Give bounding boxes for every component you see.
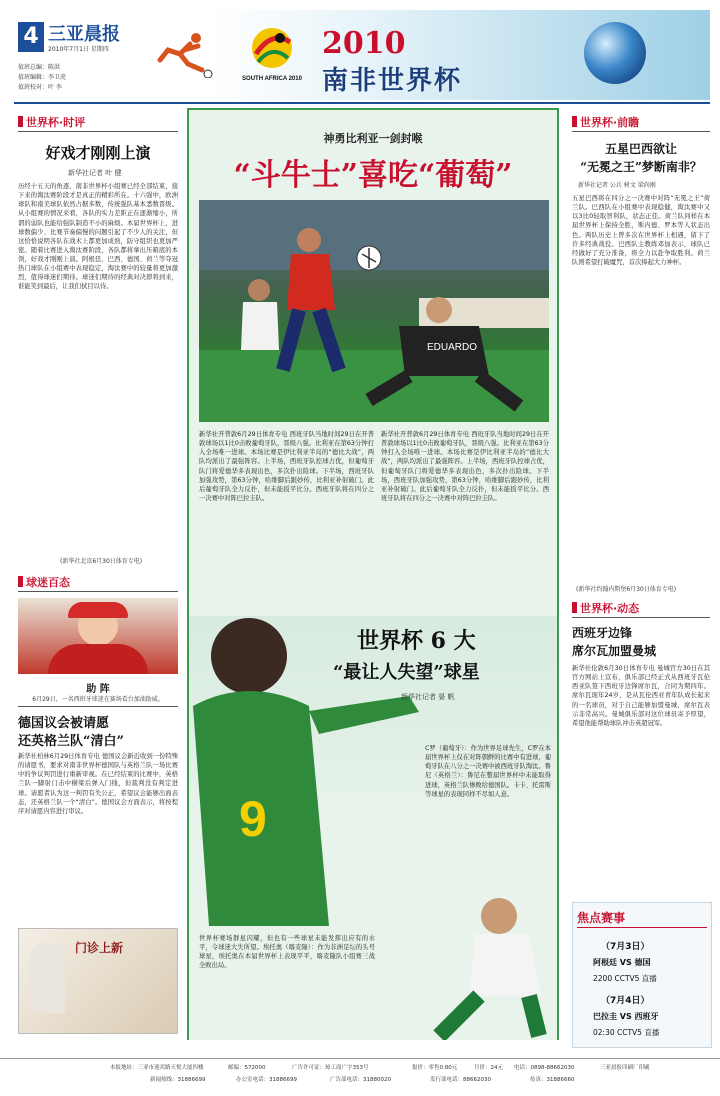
- divider: [577, 927, 707, 928]
- globe-icon: [584, 22, 646, 84]
- keeper-name: EDUARDO: [427, 342, 478, 353]
- article-body: 新华社伦敦6月30日体育专电 曼城官方30日在其官方网站上宣布，俱乐部已经正式从西班牙瓦伦西亚队签下西班牙边锋席尔瓦，合同为期四年。席尔瓦现年24岁，是从瓦伦西亚青年队成长起来的一名球员，对于自己能够加盟曼城，席尔瓦表示非常高兴。曼城俱乐部对这位球员寄予厚望，希望他能帮助球队冲击英超冠军。: [572, 665, 710, 727]
- footer-ad-license: 广告许可证：琼工商广字353号: [292, 1065, 369, 1071]
- article-body: 新华社柏林6月29日体育专电 德国议会新近收到一份特殊的请愿书，要求对南非世界杯德国队与英格兰队一场比赛中的争议判罚进行重新审视。在已经结束的比赛中，英格兰队一脚射门击中横梁后弹入门线，但裁判没有判定进球。请愿者认为这一判罚有失公正，希望议会能够出面表态，还英格兰队一个“清白”。德国议会方面表示，将按程序对请愿内容进行审议。: [18, 753, 178, 815]
- article-headline: 德国议会被请愿: [18, 716, 110, 731]
- match-teams: 阿根廷 VS 德国: [593, 958, 651, 967]
- article-source: (新华社北京6月30日体育专电): [60, 558, 143, 565]
- advertisement: [18, 928, 178, 1034]
- photo-title: 助 阵: [86, 684, 110, 695]
- article-headline: 西班牙边锋: [572, 626, 633, 640]
- fan-hat: [68, 602, 128, 618]
- page-footer: [0, 1058, 720, 1096]
- feature2-subheadline: “最让人失望”球星: [333, 662, 480, 683]
- article-subheadline: 还英格兰队“清白”: [18, 734, 124, 749]
- feature2-headline: 世界杯 6 大: [357, 628, 476, 654]
- section-heading: 球迷百态: [18, 574, 70, 590]
- footer-office: 办公室电话：31886699: [236, 1077, 297, 1083]
- masthead: [0, 0, 720, 100]
- footer-price: 报价：零售0.80元: [412, 1065, 458, 1071]
- feature-body: 新华社开普敦6月29日体育专电 西班牙队当地时间29日在开普敦球场以1比0击败葡萄牙队，晋级八强。比利亚在第63分钟打入全场唯一进球。本场比赛是伊比利亚半岛的“德比大战”，两队均派出了最强阵容。上半场，西班牙队控球占优，但葡萄牙队门将爱德华多表现出色，多次扑出险球。下半场，西班牙队加强攻势，第63分钟，哈维脚后跟妙传，比利亚补射破门。此后葡萄牙队全力反扑，但未能扳平比分。西班牙队将在四分之一决赛中对阵巴拉圭队。: [381, 431, 549, 502]
- fan-shirt: [48, 644, 148, 674]
- feature2-byline: 新华社记者 晏 帆: [401, 693, 455, 701]
- center-feature: [187, 108, 559, 1040]
- editor-line: 值班编辑：李卫虎: [18, 74, 67, 81]
- footer-ad-dept: 广告部电话：31880020: [330, 1077, 391, 1083]
- footer-address: 本报地址：三亚市迎宾路天悦大厦四楼: [110, 1065, 204, 1071]
- divider: [18, 706, 178, 707]
- divider: [572, 617, 710, 618]
- footer-phone: 电话：0898-88662030: [514, 1065, 575, 1071]
- feature-kicker: 神勇比利亚一剑封喉: [323, 132, 423, 145]
- editor-line: 值班总编：陈洪: [18, 64, 61, 71]
- editor-line: 值班校对：叶 李: [18, 84, 62, 91]
- svg-text:9: 9: [239, 791, 267, 847]
- paper-date: 2010年7月1日 星期四: [48, 46, 109, 53]
- article-subheadline: “无冕之王”梦断南非？: [580, 160, 702, 174]
- match-photo: [199, 200, 549, 422]
- article-subheadline: 席尔瓦加盟曼城: [572, 644, 657, 658]
- section-heading: 世界杯·动态: [572, 600, 639, 616]
- fan-photo: [18, 598, 178, 674]
- header-title: 南非世界杯: [322, 66, 463, 96]
- logo-text: SOUTH AFRICA 2010: [242, 76, 302, 82]
- ad-text: 门诊上新: [75, 941, 124, 955]
- match-box-title: 焦点赛事: [577, 911, 626, 925]
- article-body: 五星巴西将在四分之一决赛中对阵“无冕之王”荷兰队。巴西队在小组赛中表现稳健，淘汰赛中又以3比0轻取智利队，状态正佳。荷兰队同样在本届世界杯上保持全胜，斯内德、罗本等人状态出色。两队历史上曾多次在世界杯上相遇，留下了许多经典战役。巴西队主教练邓加表示，球队已经做好了充分准备，将全力以赴争取胜利。荷兰队则希望打破魔咒，首次捧起大力神杯。: [572, 195, 710, 266]
- article-byline: 新华社记者 公兵 树文 梁尚刚: [578, 182, 656, 189]
- header-divider: [14, 102, 710, 104]
- footer-circulation: 发行部电话：88662030: [430, 1077, 491, 1083]
- match-date: （7月4日）: [601, 996, 650, 1006]
- match-date: （7月3日）: [601, 942, 650, 952]
- match-teams: 巴拉圭 VS 西班牙: [593, 1012, 659, 1021]
- feature-headline: “斗牛士”喜吃“葡萄”: [233, 158, 513, 193]
- feature2-body: 世界杯赛场群星闪耀，但也有一些球星未能发挥出应有的水平，令球迷大失所望。埃托奥（喀麦隆）：作为非洲足坛的头号球星，埃托奥在本届世界杯上表现平平，喀麦隆队小组赛三战全败出局。: [199, 935, 375, 970]
- footer-printer: 三亚晨报印刷厂印刷: [600, 1065, 650, 1071]
- divider: [572, 131, 710, 132]
- match-time: 02:30 CCTV5 直播: [593, 1028, 660, 1037]
- footer-postcode: 邮编：572000: [228, 1065, 266, 1071]
- focus-matches-box: [572, 902, 712, 1048]
- article-byline: 新华社记者 叶 健: [68, 169, 122, 177]
- article-source: (新华社约翰内斯堡6月30日体育专电): [576, 586, 677, 593]
- paper-name: 三亚晨报: [48, 24, 120, 45]
- feature2-body: C罗（葡萄牙）：作为世界足球先生，C罗在本届世界杯上仅在对阵朝鲜的比赛中有进球，葡萄牙队在八分之一决赛中被西班牙队淘汰。鲁尼（英格兰）：鲁尼在整届世界杯中未能取得进球，英格兰队惨败给德国队。卡卡、托雷斯等球星的表现同样不尽如人意。: [425, 745, 551, 798]
- photo-caption: 6月29日，一名西班牙球迷在赛场看台加油助威。: [32, 696, 164, 703]
- article-headline: 五星巴西欲让: [604, 142, 677, 156]
- feature-body: 新华社开普敦6月29日体育专电 西班牙队当地时间29日在开普敦球场以1比0击败葡萄牙队，晋级八强。比利亚在第63分钟打入全场唯一进球。本场比赛是伊比利亚半岛的“德比大战”，两队均派出了最强阵容。上半场，西班牙队控球占优，但葡萄牙队门将爱德华多表现出色，多次扑出险球。下半场，西班牙队加强攻势，第63分钟，哈维脚后跟妙传，比利亚补射破门。此后葡萄牙队全力反扑，但未能扳平比分。西班牙队将在四分之一决赛中对阵巴拉圭队。: [199, 431, 374, 502]
- article-headline: 好戏才刚刚上演: [45, 144, 151, 162]
- header-year: 2010: [322, 26, 406, 61]
- footer-hotline: 新闻热线：31886699: [150, 1077, 206, 1083]
- divider: [18, 591, 178, 592]
- world-cup-logo: [242, 24, 302, 94]
- kicking-player-icon: [150, 30, 214, 78]
- page-number: 4: [18, 22, 44, 52]
- footer-fax: 传真：31886660: [530, 1077, 575, 1083]
- ad-figure: [29, 943, 65, 1013]
- article-body: 历经十五天的角逐，南非世界杯小组赛已经全部结束，接下来的淘汰赛阶段才是真正的精彩所在。十六强中，欧洲球队和南美球队依然占据多数，传统强队基本悉数晋级。从小组赛的情况来看，各队的实力差距正在逐渐缩小，所谓的弱队也能给强队制造不小的麻烦。本届世界杯上，进球数偏少、比赛节奏偏慢的问题引起了不少人的关注，但这恰恰说明各队在战术上都更加成熟，防守组织也更加严密。随着比赛进入淘汰赛阶段，各队都将拿出压箱底的本领，好戏才刚刚上演。阿根廷、巴西、德国、荷兰等夺冠热门球队在小组赛中表现稳定，淘汰赛中的较量将更加激烈，值得球迷们期待。球迷们期待的经典对决即将到来，谁能笑到最后，让我们拭目以待。: [18, 183, 178, 291]
- section-heading: 世界杯·前瞻: [572, 114, 639, 130]
- divider: [18, 131, 178, 132]
- section-heading: 世界杯·时评: [18, 114, 85, 130]
- match-time: 2200 CCTV5 直播: [593, 974, 657, 983]
- footer-monthly: 月价：24元: [474, 1065, 503, 1071]
